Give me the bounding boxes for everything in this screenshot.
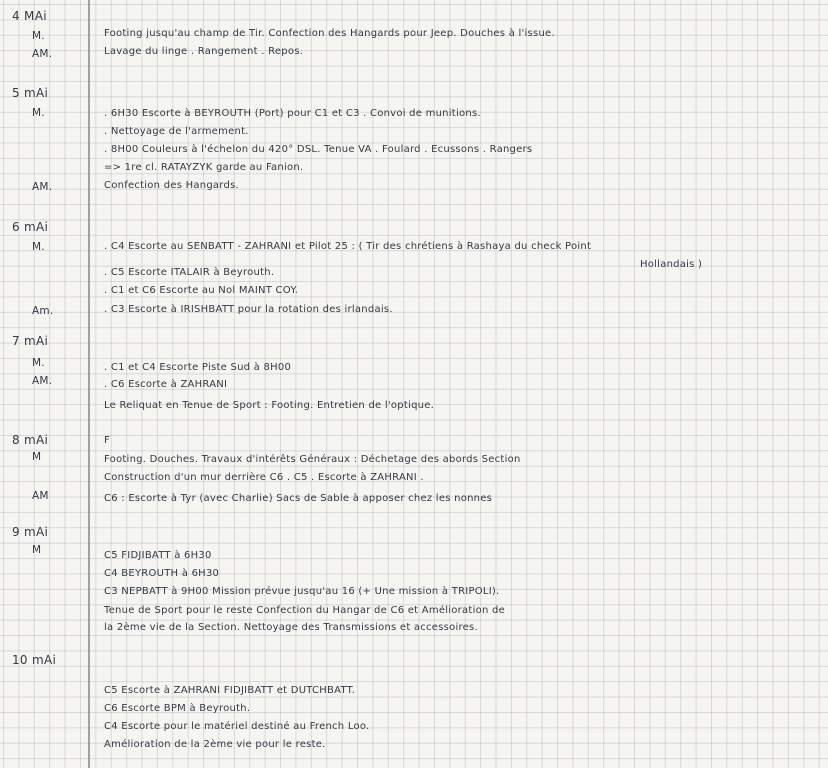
period-label: AM. (32, 48, 53, 60)
journal-line: . 6H30 Escorte à BEYROUTH (Port) pour C1 et C3 . Convoi de munitions. (104, 108, 481, 119)
journal-line: . C3 Escorte à IRISHBATT pour la rotation des irlandais. (104, 304, 393, 315)
journal-line: . C6 Escorte à ZAHRANI (104, 379, 228, 390)
journal-line: Confection des Hangards. (104, 180, 239, 191)
journal-line: C5 FIDJIBATT à 6H30 (104, 550, 212, 561)
date-heading: 7 mAi (12, 334, 49, 348)
date-heading: 5 mAi (12, 86, 49, 100)
journal-line: . C4 Escorte au SENBATT - ZAHRANI et Pilot 25 : ( Tir des chrétiens à Rashaya du check Point (104, 241, 592, 252)
period-label: M. (32, 357, 45, 369)
journal-line: C5 Escorte à ZAHRANI FIDJIBATT et DUTCHBATT. (104, 685, 356, 696)
period-label: M. (32, 30, 45, 42)
journal-line: Construction d'un mur derrière C6 . C5 . Escorte à ZAHRANI . (104, 472, 424, 483)
period-label: M. (32, 107, 45, 119)
period-label: AM (32, 490, 49, 502)
journal-line: Lavage du linge . Rangement . Repos. (104, 46, 304, 57)
journal-line: Le Reliquat en Tenue de Sport : Footing. Entretien de l'optique. (104, 400, 435, 411)
journal-line: . 8H00 Couleurs à l'échelon du 420° DSL. Tenue VA . Foulard . Ecussons . Rangers (104, 144, 533, 155)
journal-line: Footing jusqu'au champ de Tir. Confection des Hangards pour Jeep. Douches à l'issue. (104, 28, 555, 39)
journal-line: C6 Escorte BPM à Beyrouth. (104, 703, 251, 714)
period-label: M (32, 451, 42, 463)
period-label: AM. (32, 375, 53, 387)
journal-line: Footing. Douches. Travaux d'intérêts Généraux : Déchetage des abords Section (104, 454, 521, 465)
journal-line: Tenue de Sport pour le reste Confection du Hangar de C6 et Amélioration de (104, 605, 505, 616)
journal-line: F (104, 435, 111, 446)
journal-line: C4 Escorte pour le matériel destiné au French Loo. (104, 721, 370, 732)
margin-rule (88, 0, 90, 768)
journal-line: . Nettoyage de l'armement. (104, 126, 249, 137)
journal-line: Amélioration de la 2ème vie pour le reste. (104, 739, 326, 750)
period-label: AM. (32, 181, 53, 193)
period-label: M (32, 544, 42, 556)
journal-line: C6 : Escorte à Tyr (avec Charlie) Sacs de Sable à apposer chez les nonnes (104, 493, 493, 504)
period-label: Am. (32, 305, 54, 317)
journal-line: => 1re cl. RATAYZYK garde au Fanion. (104, 162, 304, 173)
date-heading: 4 MAi (12, 9, 47, 23)
journal-line: C4 BEYROUTH à 6H30 (104, 568, 220, 579)
journal-line: . C5 Escorte ITALAIR à Beyrouth. (104, 267, 275, 278)
date-heading: 8 mAi (12, 433, 49, 447)
journal-line: C3 NEPBATT à 9H00 Mission prévue jusqu'au 16 (+ Une mission à TRIPOLI). (104, 586, 500, 597)
date-heading: 10 mAi (12, 653, 57, 667)
journal-line: . C1 et C4 Escorte Piste Sud à 8H00 (104, 362, 292, 373)
period-label: M. (32, 241, 45, 253)
date-heading: 6 mAi (12, 220, 49, 234)
date-heading: 9 mAi (12, 525, 49, 539)
journal-line: . C1 et C6 Escorte au Nol MAINT COY. (104, 285, 299, 296)
journal-line: la 2ème vie de la Section. Nettoyage des Transmissions et accessoires. (104, 622, 478, 633)
journal-line: Hollandais ) (640, 259, 703, 270)
